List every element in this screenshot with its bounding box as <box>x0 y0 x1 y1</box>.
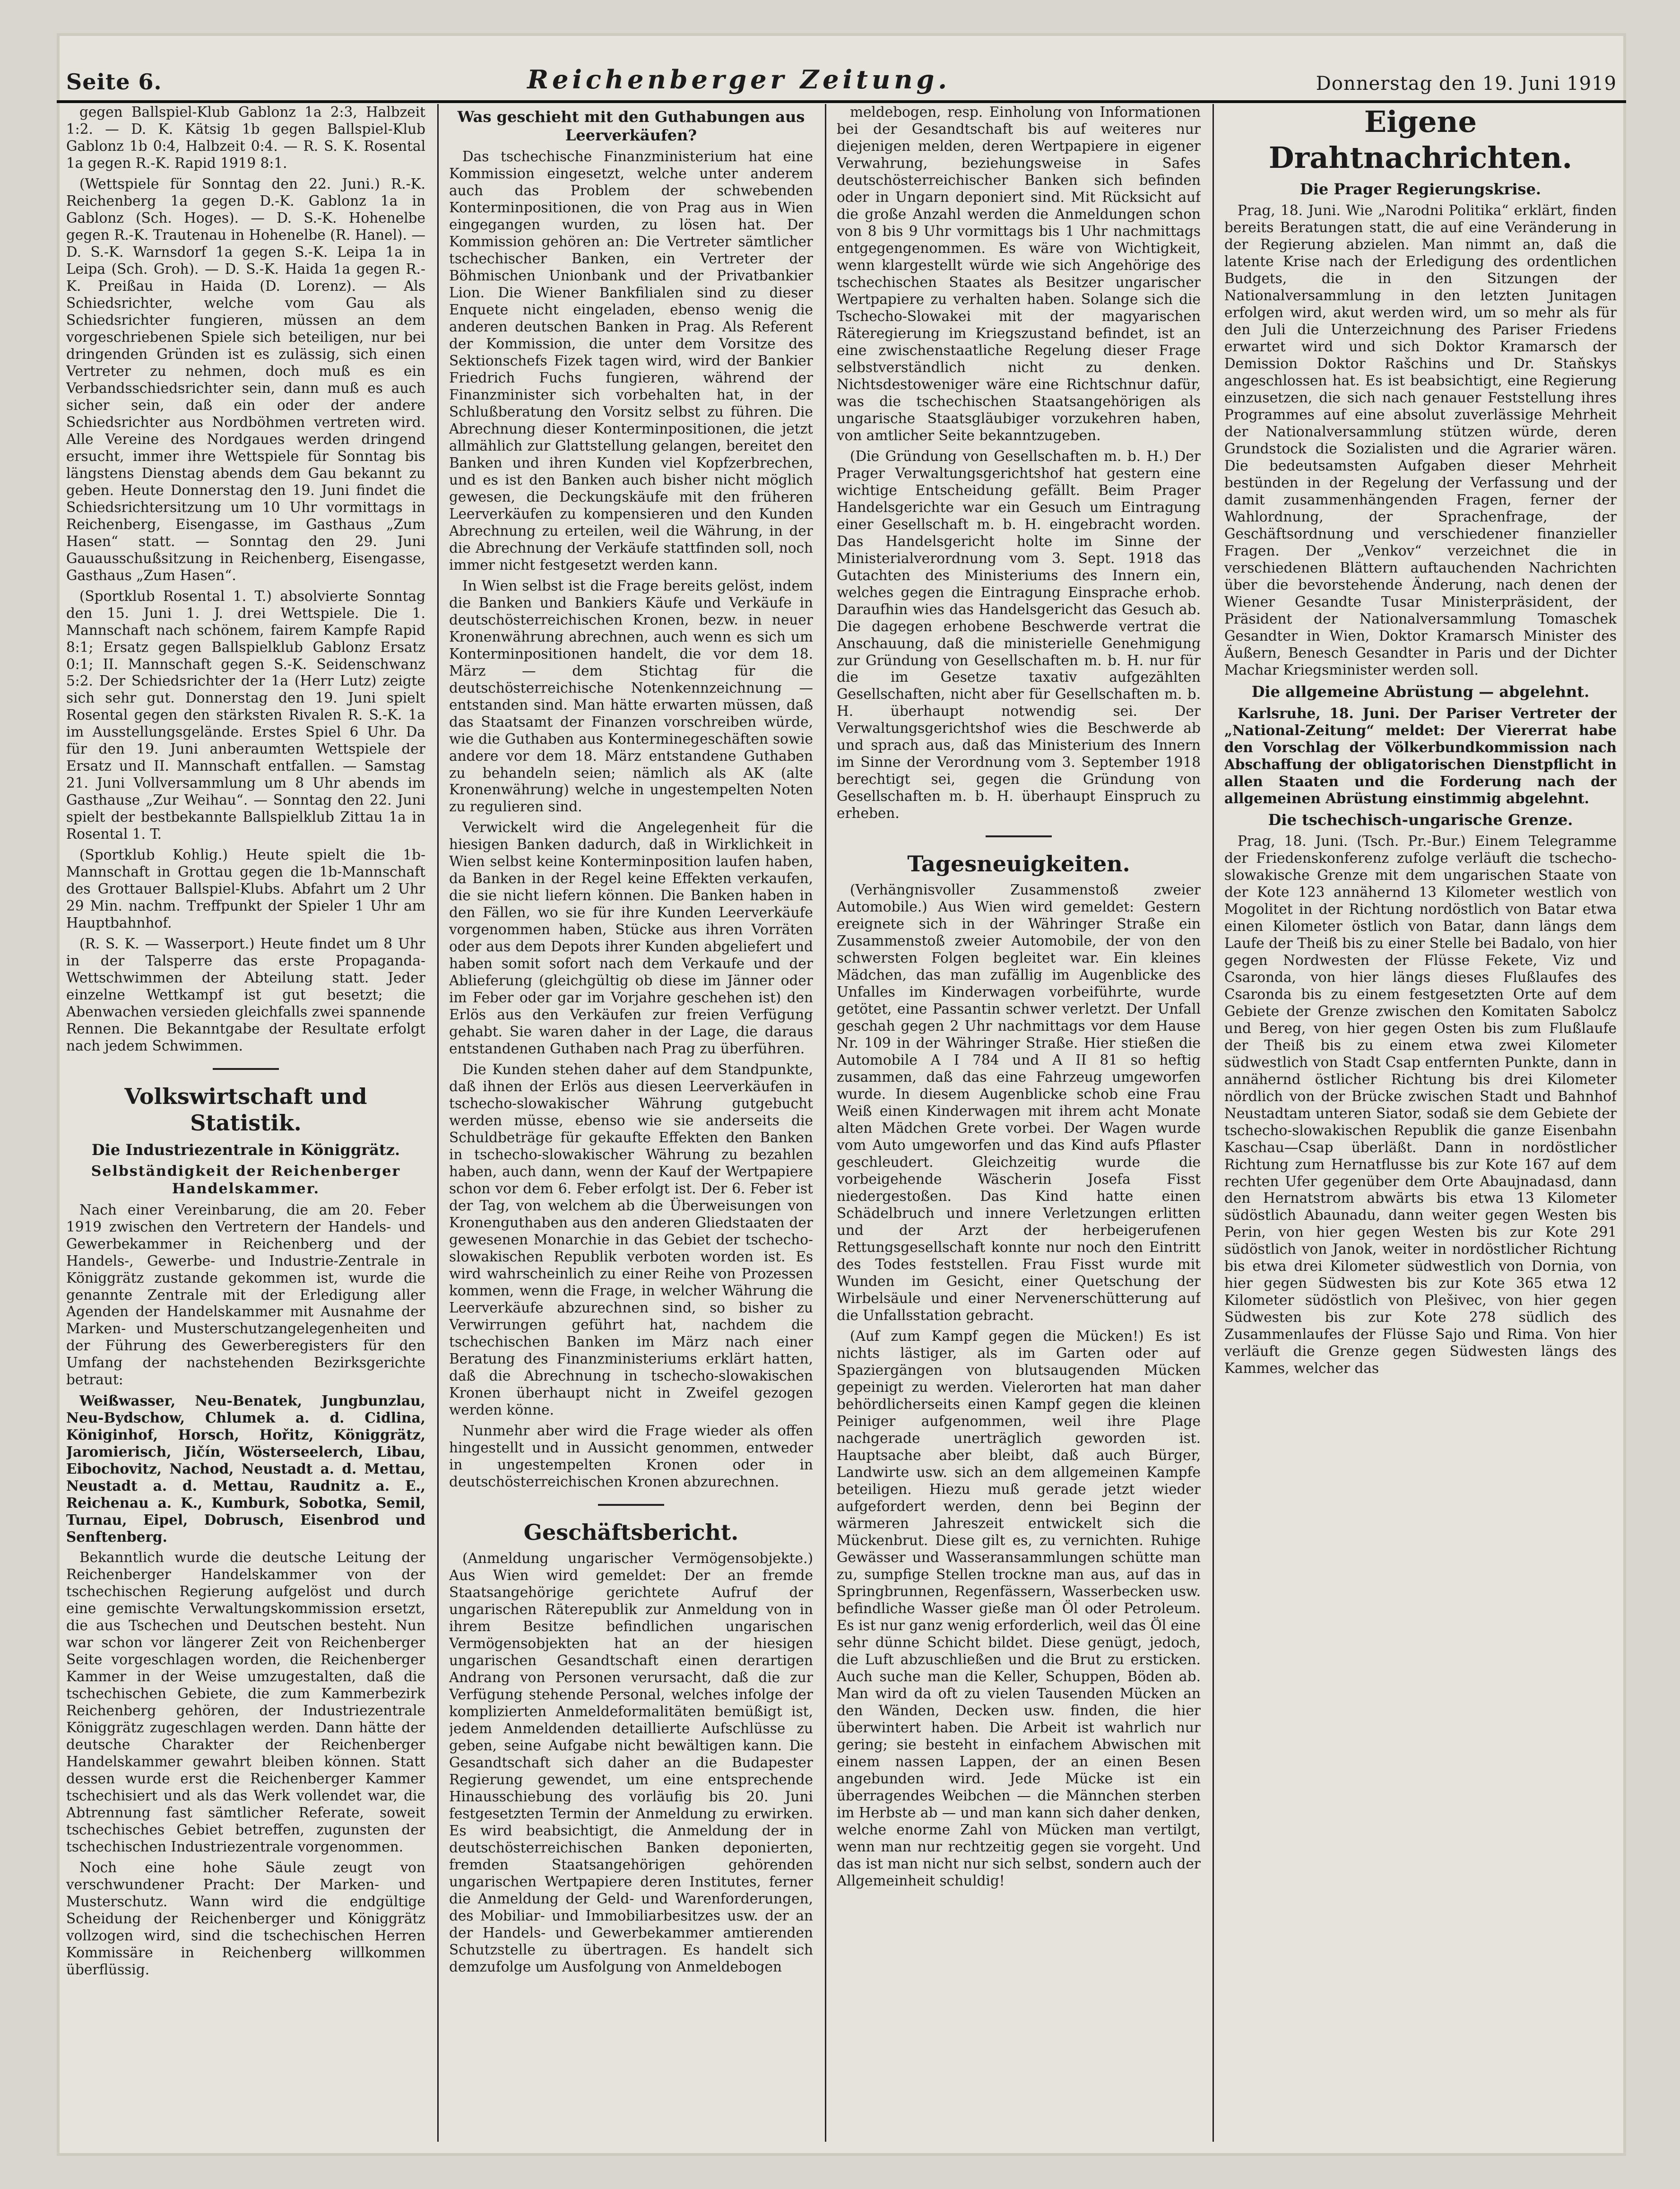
article-paragraph: (Sportklub Kohlig.) Heute spielt die 1b-Mannschaft in Grottau gegen die 1b-Mannschaft des Grottauer Ballspiel-Klubs. Abfahrt um 2 Uhr 29 Min. nachm. Treffpunkt der Spieler 1 Uhr am Hauptbahnhof. <box>66 847 425 931</box>
newspaper-title: Reichenberger Zeitung. <box>527 64 951 95</box>
article-paragraph: (Wettspiele für Sonntag den 22. Juni.) R.-K. Reichenberg 1a gegen D.-K. Gablonz 1a in Gablonz (Sch. Hoges). — D. S.-K. Hohenelbe gegen R.-K. Trautenau in Hohenelbe (R. Hanel). — D. S.-K. Warnsdorf 1a gegen S.-K. Leipa 1a in Leipa (Sch. Groh). — D. S.-K. Haida 1a gegen R.-K. Preißau in Haida (D. Lorenz). — Als Schiedsrichter, welche vom Gau als Schiedsrichter fungieren, müssen an dem vorgeschriebenen Spiele sich beteiligen, nur bei dringenden Gründen ist es zulässig, sich einen Vertreter zu nehmen, doch muß es ein Verbandsschiedsrichter sein, dann muß es auch sicher sein, daß ein oder der andere Schiedsrichter aus Nordböhmen vertreten wird. Alle Vereine des Nordgaues werden dringend ersucht, immer ihre Wettspiele für Sonntag bis längstens Dienstag abends dem Gau bekannt zu geben. Heute Donnerstag den 19. Juni findet die Schiedsrichtersitzung um 10 Uhr vormittags in Reichenberg, Eisengasse, im Gasthaus „Zum Hasen“ statt. — Sonntag den 29. Juni Gauausschußsitzung in Reichenberg, Eisengasse, Gasthaus „Zum Hasen“. <box>66 175 425 583</box>
article-heading: Die allgemeine Abrüstung — abgelehnt. <box>1251 682 1590 701</box>
article-paragraph: meldebogen, resp. Einholung von Informationen bei der Gesandtschaft bis auf weiteres nur diejenigen melden, deren Wertpapiere in eigener Verwahrung, beziehungsweise in Safes deutschösterreichischer Banken sich befinden oder in Ungarn deponiert sind. Mit Rücksicht auf die große Anzahl werden die Anmeldungen schon von 8 bis 9 Uhr vormittags bis 1 Uhr nachmittags entgegengenommen. Es wäre von Wichtigkeit, wenn klargestellt würde wie sich Angehörige des tschechischen Staates als Besitzer ungarischer Wertpapiere zu verhalten haben. Solange sich die Tschecho-Slowakei mit der magyarischen Räteregierung im Kriegszustand befindet, ist an eine zwischenstaatliche Regelung dieser Frage selbstverständlich nicht zu denken. Nichtsdestoweniger wäre eine Richtschnur dafür, was die tschechischen Staatsangehörigen als ungarische Staatsgläubiger vorzukehren haben, von amtlicher Seite bekanntzugeben. <box>837 104 1201 443</box>
section-divider <box>986 835 1052 837</box>
section-divider <box>598 1504 664 1506</box>
section-heading: Eigene Drahtnachrichten. <box>1268 104 1573 175</box>
article-paragraph: (R. S. K. — Wasserport.) Heute findet um 8 Uhr in der Talsperre das erste Propaganda-Wettschwimmen der Abteilung statt. Jeder einzelne Wettkampf ist gut besetzt; die Abenwachen versieden gleichfalls zwei spannende Rennen. Die Bekanntgabe der Resultate erfolgt nach jedem Schwimmen. <box>66 936 425 1054</box>
article-heading: Was geschieht mit den Guthabungen aus Leerverkäufen? <box>457 108 805 145</box>
article-heading: Die Industriezentrale in Königgrätz. <box>91 1141 400 1159</box>
article-paragraph: (Anmeldung ungarischer Vermögensobjekte.) Aus Wien wird gemeldet: Der an fremde Staatsangehörige gerichtete Aufruf der ungarischen Räterepublik zur Anmeldung von in ihrem Besitze befindlichen ungarischen Vermögensobjekten hat an der hiesigen ungarischen Gesandtschaft einen derartigen Andrang von Personen verursacht, daß die zur Verfügung stehende Personal, welches infolge der komplizierten Anmeldeformalitäten bemüßigt ist, jedem Anmeldenden detaillierte Aufschlüsse zu geben, seine Aufgabe nicht bewältigen kann. Die Gesandtschaft sich daher an die Budapester Regierung gewendet, um eine entsprechende Hinausschiebung des vorläufig bis 20. Juni festgesetzten Termin der Anmeldung zu erwirken. Es wird beabsichtigt, die Anmeldung der in deutschösterreichischen Banken deponierten, fremden Staatsangehörigen gehörenden ungarischen Wertpapiere deren Institutes, ferner die Anmeldung der Geld- und Warenforderungen, des Mobiliar- und Immobiliarbesitzes usw. der an der Handels- und Gewerbekammer amtierenden Schutzstelle zu übertragen. Es handelt sich demzufolge um Ausfolgung von Anmeldebogen <box>449 1550 813 1975</box>
article-subheading: Selbständigkeit der Reichenberger Handelskammer. <box>91 1163 401 1197</box>
article-paragraph: Nunmehr aber wird die Frage wieder als offen hingestellt und in Aussicht genommen, entweder in ungestempelten Kronen oder in deutschösterreichischen Kronen abzurechnen. <box>449 1422 813 1490</box>
article-paragraph: Die Kunden stehen daher auf dem Standpunkte, daß ihnen der Erlös aus diesen Leerverkäufen in tschecho-slowakischer Währung gutgebucht werden müsse, ebenso wie sie anderseits die Schuldbeträge für gekaufte Effekten den Banken in tschecho-slowakischer Währung zu bezahlen haben, auch dann, wenn der Kauf der Wertpapiere schon vor dem 6. Feber erfolgt ist. Der 6. Feber ist der Tag, von welchem ab die Überweisungen von Kronenguthaben aus den anderen Gliedstaaten der gewesenen Monarchie in das Gebiet der tschecho-slowakischen Republik verboten worden ist. Es wird wahrscheinlich zu einer Reihe von Prozessen kommen, wenn die Frage, in welcher Währung die Leerverkäufe abzurechnen sind, so bisher zu Verwirrungen geführt hat, nachdem die tschechischen Banken im März nach einer Beratung des Finanzministeriums erklärt hatten, daß die Abrechnung in tschecho-slowakischen Kronen überhaupt nicht in Zweifel gezogen werden könne. <box>449 1061 813 1418</box>
article-heading: Die tschechisch-ungarische Grenze. <box>1268 810 1573 829</box>
article-paragraph: Weißwasser, Neu-Benatek, Jungbunzlau, Neu-Bydschow, Chlumek a. d. Cidlina, Königinhof, Horsch, Hořitz, Königgrätz, Jaromierisch, Jičín, Wösterseelerch, Libau, Eibochovitz, Nachod, Neustadt a. d. Mettau, Neustadt a. d. Mettau, Raudnitz a. E., Reichenau a. K., Kumburk, Sobotka, Semil, Turnau, Eipel, Dobrusch, Eisenbrod und Senftenberg. <box>66 1392 425 1546</box>
article-heading: Die Prager Regierungskrise. <box>1299 180 1541 199</box>
column-3 <box>837 104 1201 2146</box>
article-paragraph: In Wien selbst ist die Frage bereits gelöst, indem die Banken und Bankiers Käufe und Verkäufe in deutschösterreichischen Kronen, bezw. in neuer Kronenwährung abrechnen, auch wenn es sich um Konterminpositionen handelt, die vor dem 18. März — dem Stichtag für die deutschösterreichische Notenkennzeichnung — entstanden sind. Man hätte erwarten müssen, daß das Staatsamt der Finanzen vorschreiben würde, wie die Guthaben aus Konterminegeschäften sowie andere vor dem 18. März entstandene Guthaben zu behandeln seien; nämlich als AK (alte Kronenwährung) welche in ungestempelten Noten zu regulieren sind. <box>449 577 813 815</box>
issue-date: Donnerstag den 19. Juni 1919 <box>1316 73 1617 95</box>
column-2 <box>449 104 813 2146</box>
section-heading: Volkswirtschaft und Statistik. <box>124 1084 367 1136</box>
article-paragraph: (Verhängnisvoller Zusammenstoß zweier Automobile.) Aus Wien wird gemeldet: Gestern ereignete sich in der Währinger Straße ein Zusammenstoß zweier Automobile, der von den schwersten Folgen begleitet war. Ein kleines Mädchen, das man zufällig im Augenblicke des Unfalles im Kinderwagen vorbeiführte, wurde getötet, eine Passantin schwer verletzt. Der Unfall geschah gegen 2 Uhr nachmittags vor dem Hause Nr. 109 in der Währinger Straße. Hier stießen die Automobile A I 784 und A II 81 so heftig zusammen, daß das eine Fahrzeug umgeworfen wurde. In diesem Augenblicke schob eine Frau Weiß einen Kinderwagen mit ihrem acht Monate alten Mädchen Grete vorbei. Der Wagen wurde vom Auto umgeworfen und das Kind aufs Pflaster geschleudert. Gleichzeitig wurde die vorbeigehende Wäscherin Josefa Fisst niedergestoßen. Das Kind hatte einen Schädelbruch und innere Verletzungen erlitten und der Arzt der herbeigerufenen Rettungsgesellschaft konnte nur noch den Eintritt des Todes feststellen. Frau Fisst wurde mit Wunden im Gesicht, einer Quetschung der Wirbelsäule und einer Nervenerschütterung auf die Unfallsstation gebracht. <box>837 882 1201 1324</box>
column-divider <box>437 104 439 2142</box>
section-heading: Geschäftsbericht. <box>523 1519 739 1545</box>
page-header <box>57 43 1626 103</box>
article-paragraph: (Auf zum Kampf gegen die Mücken!) Es ist nichts lästiger, als im Garten oder auf Spaziergängen von blutsaugenden Mücken gepeinigt zu werden. Vielerorten hat man daher behördlicherseits einen Kampf gegen die kleinen Peiniger aufgenommen, weil ihre Plage nachgerade unerträglich geworden ist. Hauptsache aber bleibt, daß auch Bürger, Landwirte usw. sich an dem allgemeinen Kampfe beteiligen. Hiezu muß gerade jetzt wieder aufgefordert werden, denn bei Beginn der wärmeren Jahreszeit entwickelt sich die Mückenbrut. Diese gilt es, zu vernichten. Ruhige Gewässer und Wasseransammlungen schütte man zu, sumpfige Stellen trockne man aus, auf das in Springbrunnen, Regenfässern, Wasserbecken usw. befindliche Wasser gieße man Öl oder Petroleum. Es ist nur ganz wenig erforderlich, weil das Öl eine sehr dünne Schicht bildet. Diese genügt, jedoch, die Luft abzuschließen und die Brut zu ersticken. Auch suche man die Keller, Schuppen, Böden ab. Man wird da oft zu vielen Tausenden Mücken an den Wänden, Decken usw. finden, die hier überwintert haben. Die Arbeit ist wahrlich nur gering; sie besteht in einfachem Abwischen mit einem nassen Lappen, der an einen Besen angebunden wird. Jede Mücke ist ein überragendes Weibchen — die Männchen sterben im Herbste ab — und man kann sich daher denken, welche enorme Zahl von Mücken man vertilgt, wenn man nur rechtzeitig gegen sie vorgeht. Und das ist man nicht nur sich selbst, sondern auch der Allgemeinheit schuldig! <box>837 1328 1201 1889</box>
column-4 <box>1224 104 1617 2146</box>
article-paragraph: Noch eine hohe Säule zeugt von verschwundener Pracht: Der Marken- und Musterschutz. Wann wird die endgültige Scheidung der Reichenberger und Königgrätz vollzogen wird, sind die tschechischen Herren Kommissäre in Reichenberg willkommen überflüssig. <box>66 1859 425 1978</box>
article-paragraph: (Die Gründung von Gesellschaften m. b. H.) Der Prager Verwaltungsgerichtshof hat gestern eine wichtige Entscheidung gefällt. Beim Prager Handelsgerichte war ein Gesuch um Eintragung einer Gesellschaft m. b. H. eingebracht worden. Das Handelsgericht holte im Sinne der Ministerialverordnung vom 3. Sept. 1918 das Gutachten des Ministeriums des Innern ein, welches gegen die Eintragung Einsprache erhob. Daraufhin wies das Handelsgericht das Gesuch ab. Die dagegen erhobene Beschwerde vertrat die Anschauung, daß die ministerielle Genehmigung zur Gründung von Gesellschaften m. b. H. nur für die im Gesetze taxativ aufgezählten Gesellschaften, nicht aber für Gesellschaften m. b. H. überhaupt notwendig sei. Der Verwaltungsgerichtshof wies die Beschwerde ab und sprach aus, daß das Ministerium des Innern im Sinne der Verordnung vom 3. September 1918 berechtigt sei, gegen die Gründung von Gesellschaften m. b. H. überhaupt Einspruch zu erheben. <box>837 448 1201 822</box>
article-paragraph: Karlsruhe, 18. Juni. Der Pariser Vertreter der „National-Zeitung“ meldet: Der Viererrat habe den Vorschlag der Völkerbundkommission nach Abschaffung der obligatorischen Dienstpflicht in allen Staaten und die Forderung nach der allgemeinen Abrüstung einstimmig abgelehnt. <box>1224 704 1617 807</box>
newspaper-page <box>57 33 1626 2156</box>
section-heading: Tagesneuigkeiten. <box>907 851 1130 877</box>
page-number: Seite 6. <box>66 69 162 95</box>
article-paragraph: Bekanntlich wurde die deutsche Leitung der Reichenberger Handelskammer von der tschechischen Regierung aufgelöst und durch eine gemischte Verwaltungskommission ersetzt, die aus Tschechen und Deutschen besteht. Nun war schon vor längerer Zeit von Reichenberger Seite vorgeschlagen worden, die Reichenberger Kammer in der Weise umzugestalten, daß die tschechischen Gebiete, die zum Kammerbezirk Reichenberg gehören, der Industriezentrale Königgrätz zugeschlagen werden. Dann hätte der deutsche Charakter der Reichenberger Handelskammer gewahrt bleiben können. Statt dessen wurde erst die Reichenberger Kammer tschechisiert und als das Werk vollendet war, die Abtrennung fast sämtlicher Referate, soweit tschechisches Gebiet betreffen, zugunsten der tschechischen Industriezentrale vorgenommen. <box>66 1549 425 1855</box>
column-1 <box>66 104 425 2146</box>
column-divider <box>1212 104 1214 2142</box>
article-paragraph: Prag, 18. Juni. Wie „Narodni Politika“ erklärt, finden bereits Beratungen statt, die auf eine Veränderung in der Regierung abzielen. Man nimmt an, daß die latente Krise nach der Erledigung des ordentlichen Budgets, die in den Sitzungen der Nationalversammlung in den letzten Junitagen erfolgen wird, akut werden wird, um so mehr als für den Juli die Unterzeichnung des Pariser Friedens erwartet wird und sich Doktor Kramarsch der Demission Doktor Rašchins und Dr. Staňskys angeschlossen hat. Es ist beabsichtigt, eine Regierung einzusetzen, die sich nach genauer Feststellung ihres Programmes auf eine absolut zuverlässige Mehrheit der Nationalversammlung stützen würde, deren Grundstock die Sozialisten und die Agrarier wären. Die bedeutsamsten Aufgaben dieser Mehrheit bestünden in der Regelung der Verfassung und der damit zusammenhängenden Fragen, ferner der Wahlordnung, der Sprachenfrage, der Geschäftsordnung und verschiedener finanzieller Fragen. Der „Venkov“ verzeichnet die in verschiedenen Blättern auftauchenden Nachrichten über die bevorstehende Änderung, nach denen der Wiener Gesandte Tusar Ministerpräsident, der Präsident der Nationalversammlung Tomaschek Gesandter in Wien, Doktor Kramarsch Minister des Äußern, Benesch Gesandter in Paris und der Dichter Machar Kriegsminister werden soll. <box>1224 202 1617 678</box>
article-paragraph: (Sportklub Rosental 1. T.) absolvierte Sonntag den 15. Juni 1. J. drei Wettspiele. Die 1. Mannschaft nach schönem, fairem Kampfe Rapid 8:1; Ersatz gegen Ballspielklub Gablonz Ersatz 0:1; II. Mannschaft gegen S.-K. Seidenschwanz 5:2. Der Schiedsrichter der 1a (Herr Lutz) zeigte sich sehr gut. Donnerstag den 19. Juni spielt Rosental gegen den stärksten Rivalen R. S.-K. 1a im Ausstellungsgelände. Erstes Spiel 6 Uhr. Da für den 19. Juni anberaumten Wettspiele der Ersatz und II. Mannschaft entfallen. — Samstag 21. Juni Vollversammlung um 8 Uhr abends im Gasthause „Zur Weihau“. — Sonntag den 22. Juni spielt der bestbekannte Ballspielklub Zittau 1a in Rosental 1. T. <box>66 588 425 843</box>
article-paragraph: Prag, 18. Juni. (Tsch. Pr.-Bur.) Einem Telegramme der Friedenskonferenz zufolge verläuft die tschecho-slowakische Grenze mit dem ungarischen Staate von der Kote 123 annähernd 13 Kilometer westlich von Mogolitet in der Richtung nordöstlich von Batar etwa einen Kilometer östlich von Batar, dann längs dem Laufe der Theiß bis zu einer Stelle bei Badalo, von hier gegen Nordwesten der Flüsse Fekete, Viz und Csaronda, von hier längs dieses Flußlaufes des Csaronda bis zu einem festgesetzten Orte auf dem Gebiete der Grenze zwischen den Komitaten Sabolcz und Bereg, von hier gegen Osten bis zum Flußlaufe der Theiß bis zu einem etwa zwei Kilometer südwestlich von Stadt Csap entfernten Punkte, dann in annähernd östlicher Richtung bis drei Kilometer nördlich von der Brücke zwischen Stadt und Bahnhof Neustadtam unteren Siator, sodaß sie dem Gebiete der tschecho-slowakischen Republik die ganze Eisenbahn Kaschau—Csap überläßt. Dann in nordöstlicher Richtung zum Hernatflusse bis zur Kote 167 auf dem rechten Ufer gegenüber dem Orte Abaujnadasd, dann den Hernatstrom abwärts bis etwa 13 Kilometer südöstlich Abaunadu, dann weiter gegen Westen bis Perin, von hier gegen Westen bis zur Kote 291 südöstlich von Janok, weiter in nordöstlicher Richtung bis etwa drei Kilometer südwestlich von Dornia, von hier gegen Südwesten bis zur Kote 365 etwa 12 Kilometer südöstlich von Plešivec, von hier gegen Südwesten bis zur Kote 278 südlich des Zusammenlaufes der Flüsse Sajo und Rima. Von hier verläuft die Grenze gegen Südwesten längs des Kammes, welcher das <box>1224 833 1617 1377</box>
article-paragraph: Verwickelt wird die Angelegenheit für die hiesigen Banken dadurch, daß in Wirklichkeit in Wien selbst keine Konterminposition laufen haben, da Banken in der Regel keine Effekten verkaufen, die sie nicht liefern können. Die Banken haben in den Fällen, wo sie für ihre Kunden Leerverkäufe vorgenommen haben, Stücke aus ihren Vorräten oder aus dem Depots ihrer Kunden abgeliefert und haben somit sofort nach dem Verkaufe und der Ablieferung (gleichgültig ob diese im Jänner oder im Feber oder gar im Vorjahre geschehen ist) den Erlös aus den Verkäufen zur freien Verfügung gehabt. Sie waren daher in der Lage, die daraus entstandenen Guthaben nach Prag zu überführen. <box>449 819 813 1057</box>
article-paragraph: Nach einer Vereinbarung, die am 20. Feber 1919 zwischen den Vertretern der Handels- und Gewerbekammer in Reichenberg und der Handels-, Gewerbe- und Industrie-Zentrale in Königgrätz zustande gekommen ist, wurde die genannte Zentrale mit der Erledigung aller Agenden der Handelskammer mit Ausnahme der Marken- und Musterschutzangelegenheiten und der Führung des Gewerberegisters für den Umfang der nachstehenden Bezirksgerichte betraut: <box>66 1201 425 1388</box>
article-paragraph: Das tschechische Finanzministerium hat eine Kommission eingesetzt, welche unter anderem auch das Problem der schwebenden Konterminpositionen, die von Prag aus in Wien eingegangen wurden, zu lösen hat. Der Kommission gehören an: Die Vertreter sämtlicher tschechischer Banken, ein Vertreter der Böhmischen Unionbank und der Privatbankier Lion. Die Wiener Bankfilialen sind zu dieser Enquete nicht eingeladen, ebenso wenig die anderen deutschen Banken in Prag. Als Referent der Kommission, die unter dem Vorsitze des Sektionschefs Fizek tagen wird, wird der Bankier Friedrich Fuchs fungieren, während der Finanzminister sich vorbehalten hat, in der Schlußberatung den Vorsitz selbst zu führen. Die Abrechnung dieser Konterminpositionen, die jetzt allmählich zur Glattstellung gelangen, bereitet den Banken und ihren Kunden viel Kopfzerbrechen, und es ist den Banken auch bisher nicht möglich gewesen, die Deckungskäufe mit den früheren Leerverkäufen zu kompensieren und den Kunden Abrechnung zu erteilen, weil die Währung, in der die Abrechnung der Verkäufe stattfinden soll, noch immer nicht festgesetzt werden kann. <box>449 148 813 573</box>
article-paragraph: gegen Ballspiel-Klub Gablonz 1a 2:3, Halbzeit 1:2. — D. K. Kätsig 1b gegen Ballspiel-Klub Gablonz 1b 0:4, Halbzeit 0:4. — R. S. K. Rosental 1a gegen R.-K. Rapid 1919 8:1. <box>66 104 425 171</box>
column-divider <box>825 104 826 2142</box>
section-divider <box>213 1068 279 1070</box>
